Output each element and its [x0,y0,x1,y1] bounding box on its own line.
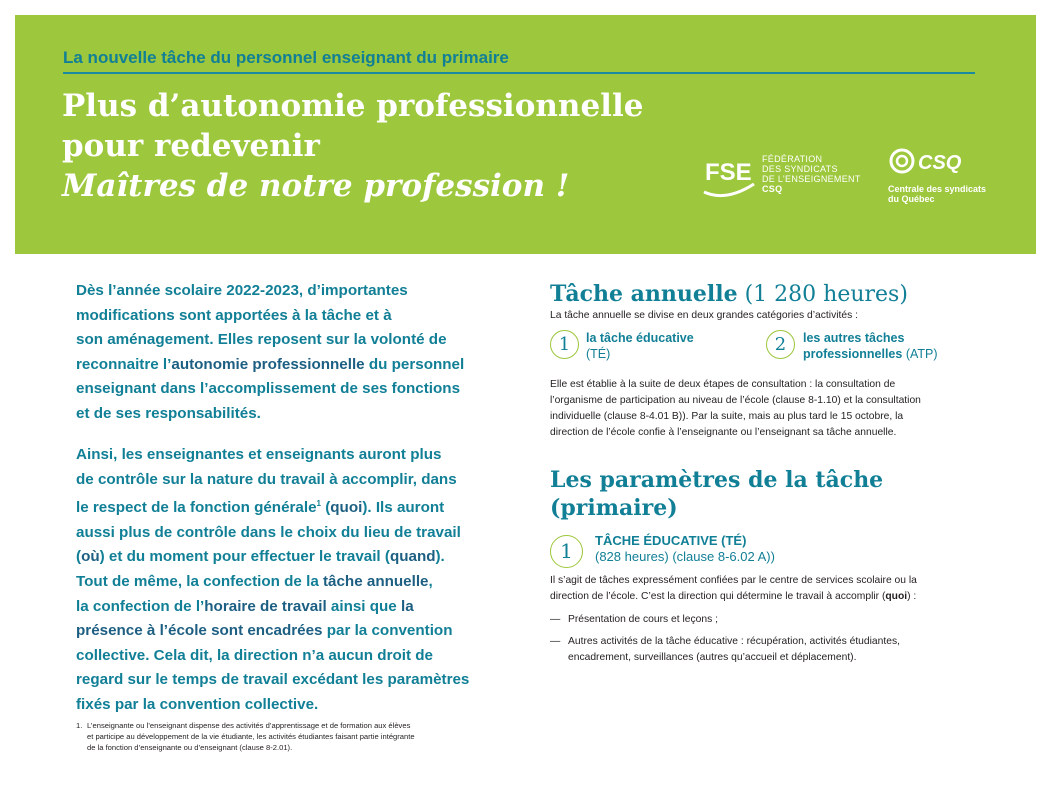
page-title [62,86,643,206]
params-heading [550,466,883,522]
intro-line: de contrôle sur la nature du travail à accomplir, dans [76,470,457,488]
footnote-text [87,720,506,753]
list-item-line: Autres activités de la tâche éducative : récupération, activités étudiantes, [568,636,900,647]
title-line-1: Plus d’autonomie professionnelle [62,88,644,124]
intro-line [76,570,506,595]
intro-text: ) et du moment pour effectuer le travail ( [99,548,390,566]
fse-line-1: FÉDÉRATION [762,154,823,164]
annual-task-hours: (1 280 heures) [737,282,908,307]
intro-text: reconnaitre l’ [76,355,172,373]
footnote-ref: 1 [316,499,321,509]
annual-description [550,377,921,441]
intro-line: aussi plus de contrôle dans le choix du lieu de travail [76,523,461,541]
intro-text: ). Ils auront [362,499,445,517]
te-subtitle: (828 heures) (clause 8-6.02 A)) [595,549,775,564]
footnote-line: et participe au développement de la vie étudiante, les activités étudiantes faisant partie intégrante [87,732,415,741]
footnote-line: de la fonction d’enseignante ou d’enseignant (clause 8-2.01). [87,743,293,752]
fse-line-3: DE L’ENSEIGNEMENT [762,174,861,184]
te-description-line [550,589,917,605]
fse-line-4: CSQ [762,184,783,194]
annual-description-line: direction de l’école confie à l’enseignante ou l’enseignant sa tâche annuelle. [550,427,897,438]
footnote [76,720,506,753]
intro-emphasis: quand [389,548,436,566]
category-1-number: 1 [550,330,579,359]
csq-line-2: du Québec [888,194,935,204]
footnote-number: 1. [76,721,83,730]
intro-text: du personnel [364,355,465,373]
intro-text: la confection de l’ [76,597,205,615]
intro-line [76,545,506,570]
list-dash: — [550,614,561,625]
te-number: 1 [550,535,583,568]
params-title-line-1: Les paramètres de la tâche [550,467,884,493]
list-item-text: Présentation de cours et leçons ; [568,614,718,625]
category-2-title: les autres tâches [803,331,905,345]
te-description [550,573,917,605]
category-2-title: professionnelles [803,347,903,361]
intro-line [76,353,506,378]
intro-text: Tout de même, la confection de la [76,572,323,590]
annual-description-line: Elle est établie à la suite de deux étapes de consultation : la consultation de [550,379,896,390]
category-2-number: 2 [766,330,795,359]
title-line-2: pour redevenir [62,128,320,164]
intro-line: regard sur le temps de travail excédant les paramètres [76,671,470,689]
category-1-abbr: (TÉ) [586,347,611,361]
list-dash: — [550,636,561,647]
intro-emphasis: tâche annuelle [322,572,429,590]
category-1 [586,330,694,362]
annual-task-title: Tâche annuelle [550,281,738,307]
intro-text: le respect de la fonction générale [76,499,317,517]
intro-text: ( [321,499,331,517]
intro-emphasis: autonomie professionnelle [171,355,365,373]
intro-emphasis: quoi [330,499,363,517]
intro-text: ainsi que [326,597,401,615]
fse-logo-icon [700,146,758,202]
intro-line [76,619,506,644]
category-1-title: la tâche éducative [586,331,694,345]
te-text: direction de l’école. C’est la direction qui détermine le travail à accomplir ( [550,591,886,602]
intro-emphasis: horaire de travail [204,597,327,615]
csq-logo-letters: CSQ [918,152,962,174]
intro-line: son aménagement. Elles reposent sur la volonté de [76,331,447,349]
te-title: TÂCHE ÉDUCATIVE (TÉ) [595,533,747,548]
te-description-line: Il s’agit de tâches expressément confiées par le centre de services scolaire ou la [550,575,917,586]
header-kicker: La nouvelle tâche du personnel enseignant du primaire [63,48,509,67]
intro-text: ( [76,548,82,566]
intro-line [76,595,506,620]
intro-line: collective. Cela dit, la direction n’a aucun droit de [76,646,433,664]
fse-line-2: DES SYNDICATS [762,164,838,174]
intro-text: ). [435,548,445,566]
intro-line: Dès l’année scolaire 2022-2023, d’importantes [76,282,408,299]
annual-description-line: individuelle (clause 8-4.01 B)). Par la suite, mais au plus tard le 15 octobre, la [550,411,904,422]
intro-emphasis: où [81,548,100,566]
list-item-text [568,634,988,666]
intro-line: fixés par la convention collective. [76,695,319,713]
intro-line [76,492,506,521]
annual-description-line: l’organisme de participation au niveau de l’école (clause 8-1.10) et la consultation [550,395,921,406]
te-emphasis: quoi [885,591,908,602]
fse-name [762,154,861,194]
te-text: ) : [907,591,917,602]
intro-text: , [428,572,433,590]
title-line-3: Maîtres de notre profession ! [62,168,570,204]
te-heading [595,533,775,565]
intro-paragraph-1 [76,279,506,427]
intro-emphasis: la [400,597,414,615]
fse-logo-letters: FSE [705,159,752,186]
intro-line: enseignant dans l’accomplissement de ses fonctions [76,380,461,398]
csq-name [888,184,986,204]
footnote-line: L’enseignante ou l’enseignant dispense des activités d’apprentissage et de formation aux élèves [87,721,411,730]
csq-logo-icon [888,146,978,180]
intro-line: et de ses responsabilités. [76,404,261,422]
annual-subtitle: La tâche annuelle se divise en deux grandes catégories d’activités : [550,310,858,321]
csq-line-1: Centrale des syndicats [888,184,987,194]
intro-emphasis: présence à l’école sont encadrées [76,622,323,640]
intro-paragraph-2 [76,443,506,718]
category-2-abbr: (ATP) [902,347,938,361]
annual-task-heading [550,280,908,309]
intro-line: modifications sont apportées à la tâche et à [76,306,392,324]
category-2 [803,330,938,362]
header-divider [63,72,975,74]
list-item-line: encadrement, surveillances (autres qu’accueil et déplacement). [568,652,857,663]
params-title-line-2: (primaire) [550,495,678,521]
intro-line: Ainsi, les enseignantes et enseignants auront plus [76,446,442,463]
intro-text: par la convention [322,622,453,640]
